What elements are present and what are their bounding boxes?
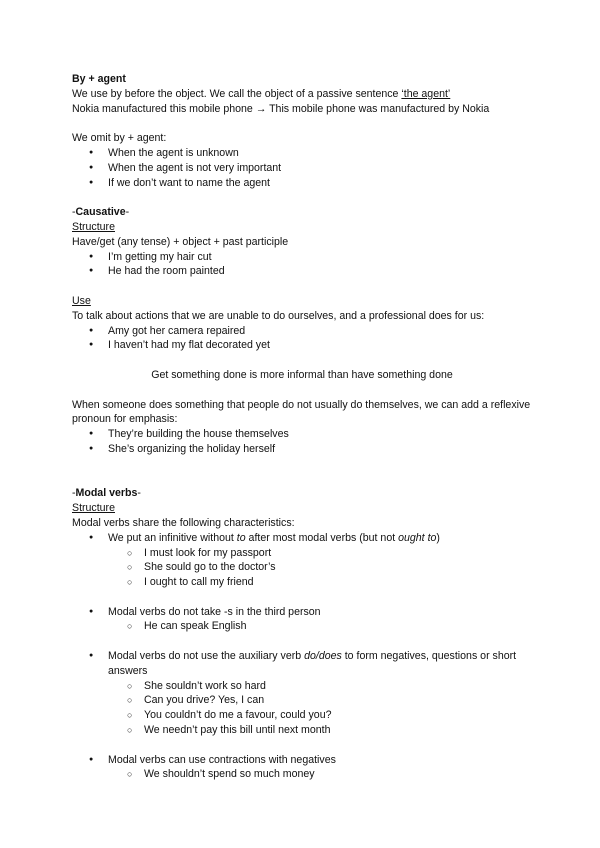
omit-list [72, 146, 532, 190]
list-item: ○ I ought to call my friend [72, 575, 532, 590]
causative-structure-label: Structure [72, 220, 115, 233]
causative-use-label: Use [72, 294, 91, 307]
causative-heading: -Causative- [72, 206, 130, 219]
agent-heading: By + agent [72, 73, 126, 85]
no-auxiliary-examples [72, 679, 532, 738]
reflexive-text: When someone does something that people do not usually do themselves, we can add a reflexive pronoun for emphasis: [72, 398, 531, 426]
modal-heading: -Modal verbs- [72, 487, 141, 500]
omit-intro: We omit by + agent: [72, 132, 167, 145]
reflexive-list [72, 427, 532, 457]
causative-use-list [72, 324, 532, 354]
list-item: ○ She souldn’t work so hard [72, 679, 532, 694]
list-item: ○ We shouldn’t spend so much money [72, 767, 532, 782]
list-item: ○ Can you drive? Yes, I can [72, 693, 532, 708]
no-s-examples [72, 619, 532, 634]
modal-characteristics-4 [72, 753, 532, 768]
modal-characteristics-3 [72, 649, 532, 679]
list-item: ○ We needn’t pay this bill until next month [72, 723, 532, 738]
list-item: ○ She sould go to the doctor’s [72, 560, 532, 575]
characteristic-no-auxiliary: ● Modal verbs do not use the auxiliary verb do/does to form negatives, questions or short answers [72, 649, 532, 679]
characteristic-infinitive: ● We put an infinitive without to after most modal verbs (but not ought to) [72, 531, 532, 546]
list-item: ● I haven’t had my flat decorated yet [72, 338, 532, 353]
list-item: ● She’s organizing the holiday herself [72, 442, 532, 457]
modal-structure-label: Structure [72, 502, 115, 515]
list-item: ● Amy got her camera repaired [72, 324, 532, 339]
list-item: ○ You couldn’t do me a favour, could you? [72, 708, 532, 723]
the-agent-term: ‘the agent’ [401, 87, 451, 100]
document-body [72, 72, 532, 782]
list-item: ● If we don’t want to name the agent [72, 176, 532, 191]
list-item: ● I’m getting my hair cut [72, 250, 532, 265]
causative-note: Get something done is more informal than have something done [151, 368, 453, 381]
modal-intro: Modal verbs share the following characteristics: [72, 516, 295, 529]
characteristic-no-s: ● Modal verbs do not take -s in the third person [72, 605, 532, 620]
list-item: ● When the agent is not very important [72, 161, 532, 176]
list-item: ● They’re building the house themselves [72, 427, 532, 442]
list-item: ● When the agent is unknown [72, 146, 532, 161]
list-item: ○ He can speak English [72, 619, 532, 634]
causative-structure-text: Have/get (any tense) + object + past participle [72, 235, 289, 248]
list-item: ● He had the room painted [72, 264, 532, 279]
causative-use-text: To talk about actions that we are unable to do ourselves, and a professional does for us: [72, 309, 485, 322]
list-item: ○ I must look for my passport [72, 546, 532, 561]
modal-characteristics [72, 531, 532, 546]
infinitive-examples [72, 546, 532, 590]
modal-characteristics-2 [72, 605, 532, 620]
agent-definition: We use by before the object. We call the object of a passive sentence ‘the agent’ [72, 87, 451, 100]
causative-structure-list [72, 250, 532, 280]
agent-example: Nokia manufactured this mobile phone → This mobile phone was manufactured by Nokia [72, 102, 490, 115]
characteristic-contractions: ● Modal verbs can use contractions with negatives [72, 753, 532, 768]
contractions-examples [72, 767, 532, 782]
